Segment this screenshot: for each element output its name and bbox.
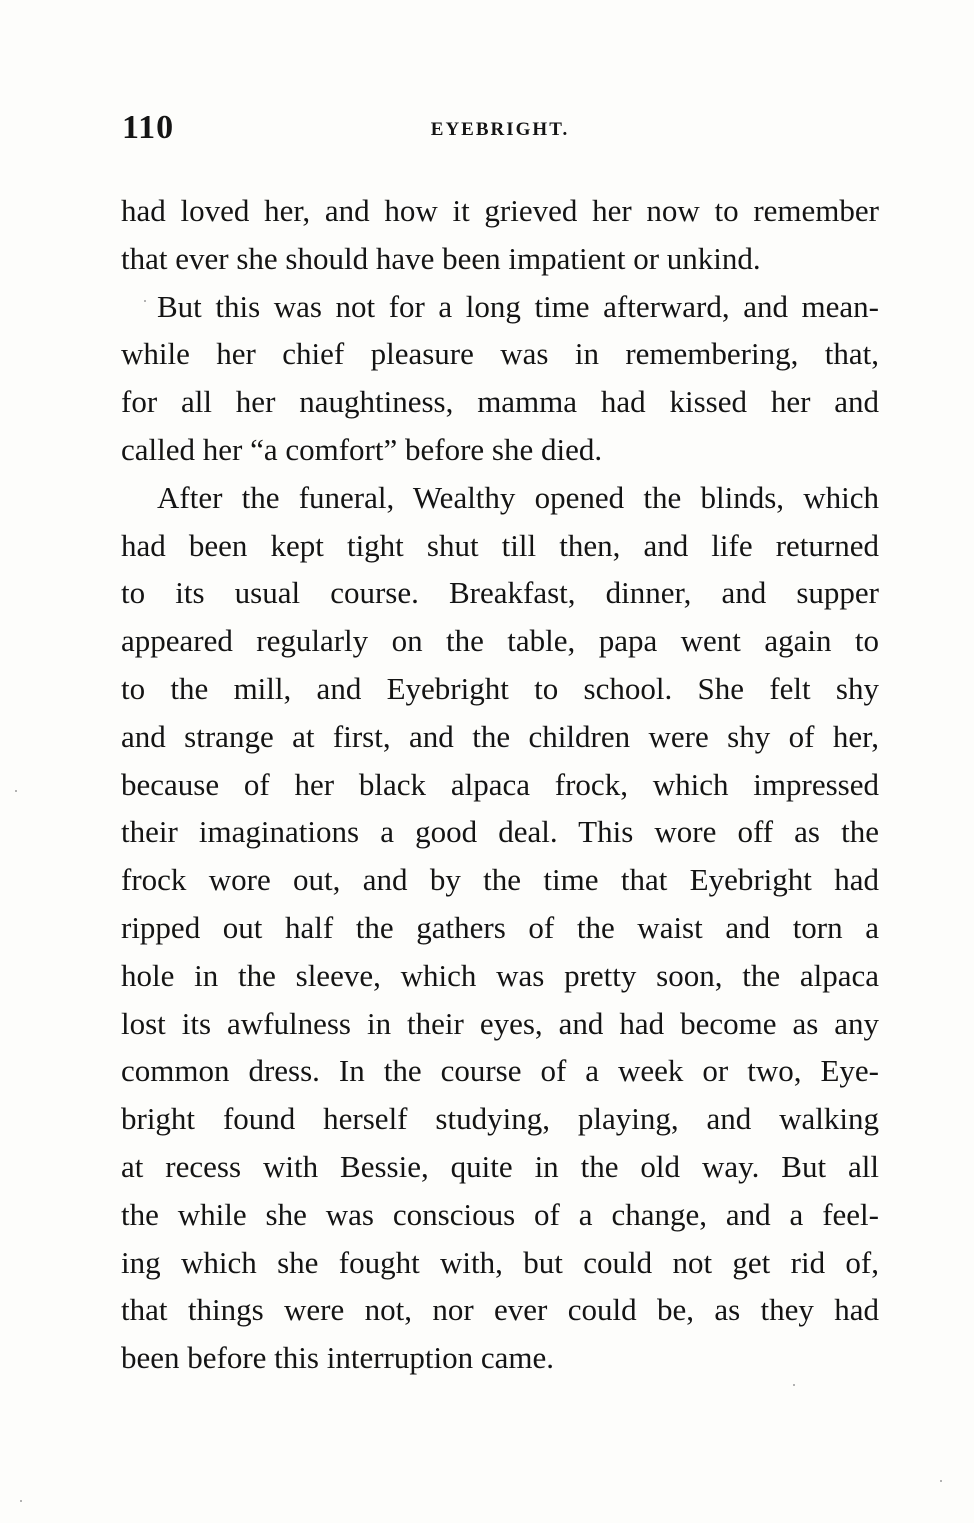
text-line: that things were not, nor ever could be, as they had — [121, 1292, 879, 1328]
text-line: appeared regularly on the table, papa went again to — [121, 623, 879, 659]
text-line: their imaginations a good deal. This wore off as the — [121, 814, 879, 850]
body-text — [121, 187, 879, 1382]
text-line: ing which she fought with, but could not get rid of, — [121, 1244, 879, 1280]
text-line: because of her black alpaca frock, which impressed — [121, 766, 879, 802]
text-line: to its usual course. Breakfast, dinner, and supper — [121, 575, 879, 611]
running-title: EYEBRIGHT. — [430, 119, 570, 140]
text-line: lost its awfulness in their eyes, and had become as any — [121, 1005, 879, 1041]
running-head — [122, 108, 878, 152]
scan-speck — [144, 300, 146, 302]
text-line: at recess with Bessie, quite in the old way. But all — [121, 1148, 879, 1184]
text-line: hole in the sleeve, which was pretty soon, the alpaca — [121, 957, 879, 993]
paragraph — [121, 187, 879, 283]
text-line: bright found herself studying, playing, and walking — [121, 1101, 879, 1137]
text-line: After the funeral, Wealthy opened the blinds, which — [157, 479, 879, 515]
scan-speck — [15, 790, 17, 792]
text-line: had been kept tight shut till then, and life returned — [121, 527, 879, 563]
scan-speck — [20, 1500, 22, 1502]
text-line: But this was not for a long time afterward, and mean- — [157, 288, 879, 324]
text-line: had loved her, and how it grieved her now to remember — [121, 193, 879, 228]
scan-speck — [793, 1384, 795, 1386]
text-line: been before this interruption came. — [121, 1340, 554, 1376]
text-line: to the mill, and Eyebright to school. She felt shy — [121, 670, 879, 706]
text-line: for all her naughtiness, mamma had kissed her and — [121, 384, 879, 420]
text-line: frock wore out, and by the time that Eyebright had — [121, 862, 879, 898]
text-line: while her chief pleasure was in remembering, that, — [121, 336, 879, 372]
paragraph — [121, 283, 879, 474]
page-number: 110 — [122, 109, 175, 146]
text-line: common dress. In the course of a week or two, Eye- — [121, 1053, 879, 1089]
paragraph — [121, 474, 879, 1382]
text-line: and strange at first, and the children were shy of her, — [121, 718, 879, 754]
scan-speck — [940, 1480, 942, 1482]
text-line: that ever she should have been impatient or unkind. — [121, 240, 761, 276]
text-line: called her “a comfort” before she died. — [121, 431, 603, 467]
text-line: the while she was conscious of a change, and a feel- — [121, 1196, 879, 1232]
text-line: ripped out half the gathers of the waist and torn a — [121, 909, 879, 945]
